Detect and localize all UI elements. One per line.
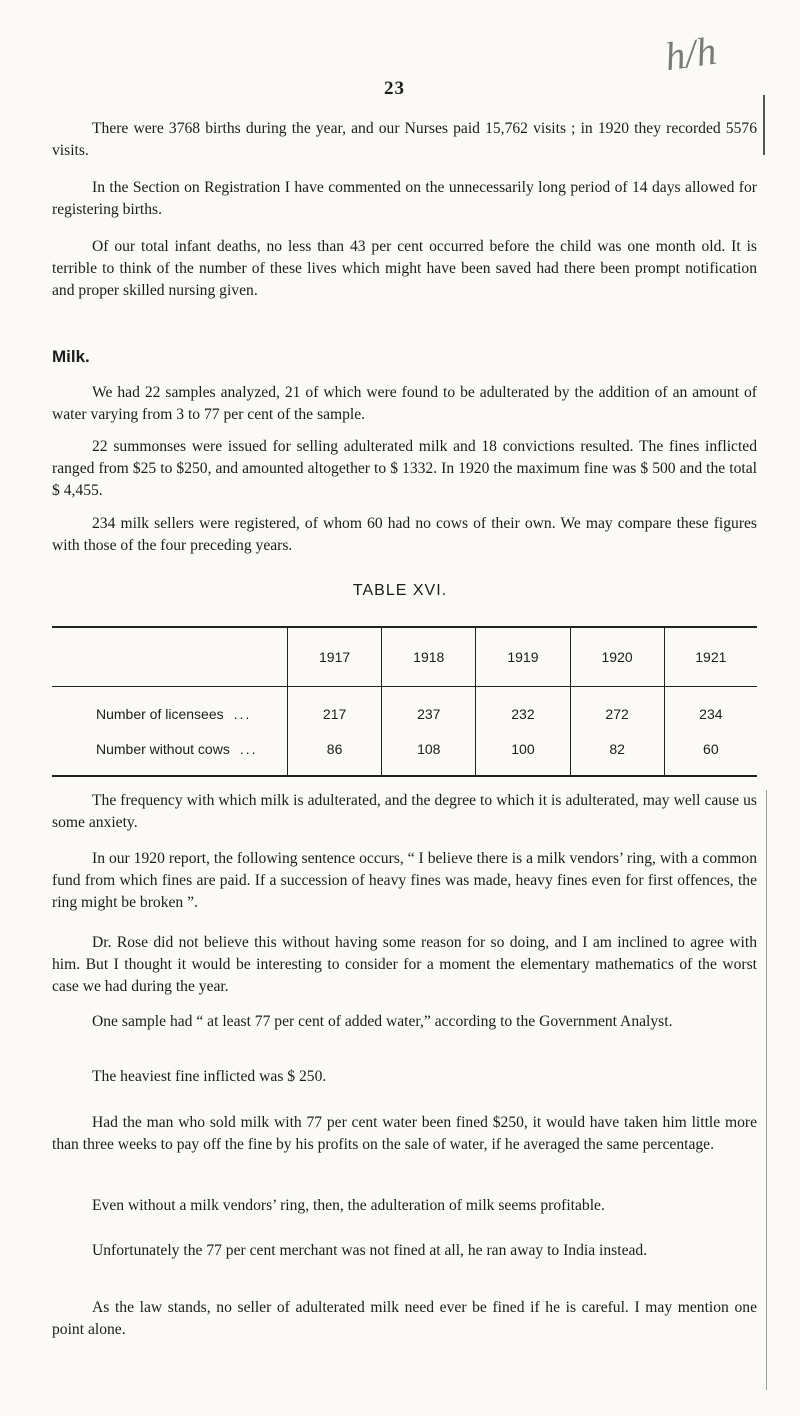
paragraph-dr-rose: Dr. Rose did not believe this without having some reason for so doing, and I am inclined to agree with him. But I thought it would be interesting to consider for a moment the elementary mathematics of the worst case we had during the year.	[52, 934, 757, 995]
paragraph-sample-77: One sample had “ at least 77 per cent of added water,” according to the Government Analyst.	[92, 1013, 673, 1030]
paragraph-births-text: There were 3768 births during the year, and our Nurses paid 15,762 visits ; in 1920 they recorded 5576 visits.	[52, 120, 757, 159]
row-label-text: Number without cows	[96, 740, 230, 757]
paragraph-profitable: Even without a milk vendors’ ring, then, the adulteration of milk seems profitable.	[92, 1197, 605, 1214]
table-cell: 60	[664, 731, 757, 776]
paragraph-births	[52, 118, 757, 162]
table-cell: 237	[382, 687, 476, 732]
table-row	[52, 687, 757, 732]
table-header-year: 1921	[664, 627, 757, 687]
table-cell: 86	[288, 731, 382, 776]
table-cell: 100	[476, 731, 570, 776]
leader-dots: ...	[233, 705, 252, 722]
page-number: 23	[384, 78, 405, 99]
table-header-year: 1919	[476, 627, 570, 687]
paragraph-frequency: The frequency with which milk is adulterated, and the degree to which it is adulterated, may well cause us some anxiety.	[52, 792, 757, 831]
paragraph-law: As the law stands, no seller of adulterated milk need ever be fined if he is careful. I may mention one point alone.	[52, 1299, 757, 1338]
table-header-year: 1920	[570, 627, 664, 687]
margin-mark	[763, 95, 765, 155]
table-row-label	[52, 687, 288, 732]
row-label-text: Number of licensees	[96, 705, 224, 722]
table-cell: 234	[664, 687, 757, 732]
table-header-row	[52, 627, 757, 687]
table-cell: 272	[570, 687, 664, 732]
margin-mark	[766, 790, 767, 1390]
paragraph-1920-report: In our 1920 report, the following sentence occurs, “ I believe there is a milk vendors’ ring, with a common fund from which fines are paid. If a succession of heavy fines was made, heavy fines even for first offences, the ring might be broken ”.	[52, 850, 757, 911]
table-title: TABLE XVI.	[352, 582, 448, 599]
table-cell: 108	[382, 731, 476, 776]
paragraph-registration: In the Section on Registration I have commented on the unnecessarily long period of 14 days allowed for registering births.	[52, 179, 757, 218]
handwritten-annotation: h/h	[662, 27, 720, 80]
milk-sellers-table	[52, 626, 757, 777]
paragraph-samples: We had 22 samples analyzed, 21 of which were found to be adulterated by the addition of an amount of water varying from 3 to 77 per cent of the sample.	[52, 384, 757, 423]
table-row-label	[52, 731, 288, 776]
table-cell: 82	[570, 731, 664, 776]
paragraph-milk-sellers: 234 milk sellers were registered, of whom 60 had no cows of their own. We may compare these figures with those of the four preceding years.	[52, 515, 757, 554]
paragraph-infant-deaths: Of our total infant deaths, no less than 43 per cent occurred before the child was one month old. It is terrible to think of the number of these lives which might have been saved had there been prompt notification and proper skilled nursing given.	[52, 238, 757, 299]
leader-dots: ...	[239, 740, 258, 757]
table-header-blank	[52, 627, 288, 687]
paragraph-summonses: 22 summonses were issued for selling adulterated milk and 18 convictions resulted. The fines inflicted ranged from $25 to $250, and amounted altogether to $ 1332. In 1920 the maximum fine was $ 500 and the total $ 4,455.	[52, 438, 757, 499]
paragraph-heaviest-fine: The heaviest fine inflicted was $ 250.	[92, 1068, 327, 1085]
paragraph-calculation: Had the man who sold milk with 77 per cent water been fined $250, it would have taken him little more than three weeks to pay off the fine by his profits on the sale of water, if he averaged the same percentage.	[52, 1114, 757, 1153]
section-heading-milk: Milk.	[52, 347, 90, 366]
table-header-year: 1917	[288, 627, 382, 687]
table-cell: 217	[288, 687, 382, 732]
table-row	[52, 731, 757, 776]
paragraph-india: Unfortunately the 77 per cent merchant was not fined at all, he ran away to India instead.	[92, 1242, 648, 1259]
table-cell: 232	[476, 687, 570, 732]
table-header-year: 1918	[382, 627, 476, 687]
